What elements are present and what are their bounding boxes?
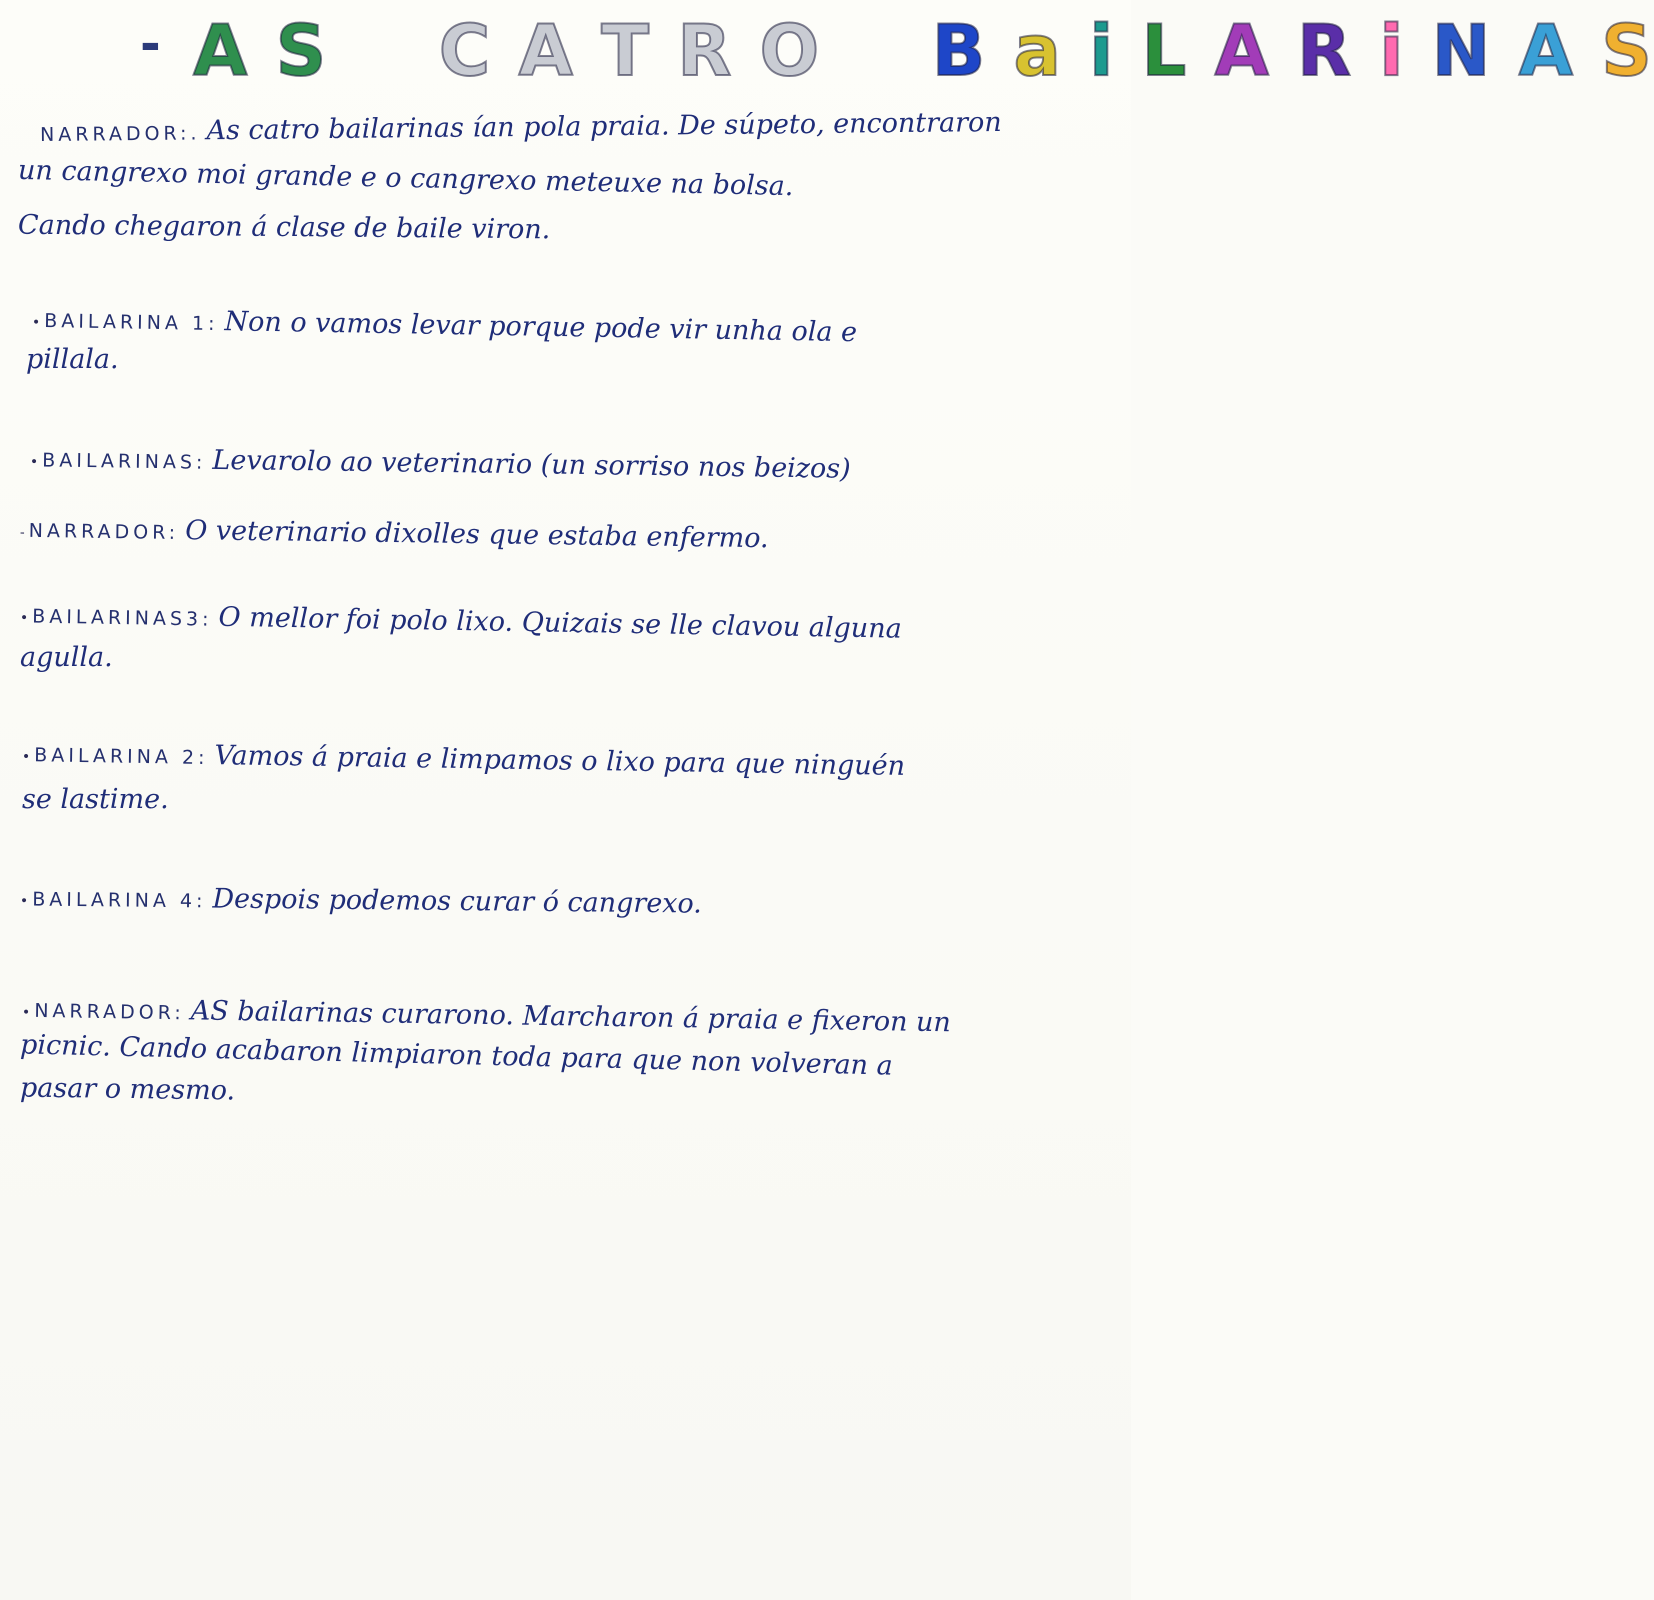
script-line bbox=[22, 993, 951, 1039]
title-letter: R bbox=[1297, 10, 1354, 92]
title-letter: A bbox=[518, 10, 575, 92]
line-text: un cangrexo moi grande e o cangrexo meteuxe na bolsa. bbox=[17, 154, 794, 203]
line-text: se lastime. bbox=[22, 784, 169, 815]
title-letter: N bbox=[1431, 10, 1493, 92]
line-text: agulla. bbox=[20, 642, 113, 673]
speaker-label: NARRADOR:. bbox=[39, 122, 201, 147]
speaker-label: BAILARINA 4: bbox=[32, 888, 207, 913]
line-text: O mellor foi polo lixo. Quizais se lle clavou alguna bbox=[218, 601, 902, 645]
speaker-label: BAILARINAS: bbox=[42, 449, 207, 474]
title-word-3 bbox=[932, 10, 1654, 92]
line-text: As catro bailarinas ían pola praia. De súpeto, encontraron bbox=[206, 106, 1002, 147]
script-line bbox=[20, 598, 902, 644]
title-letter: a bbox=[1013, 10, 1063, 92]
script-line bbox=[22, 784, 169, 815]
title-letter: C bbox=[438, 10, 493, 92]
script-line bbox=[18, 210, 551, 246]
script-line bbox=[40, 107, 1002, 148]
title-letter: S bbox=[1601, 10, 1654, 92]
speaker-label: NARRADOR: bbox=[28, 519, 180, 544]
line-text: pillala. bbox=[26, 344, 119, 375]
script-line bbox=[32, 303, 858, 348]
line-text: Non o vamos levar porque pode vir unha ola e bbox=[224, 306, 858, 349]
line-text: Levarolo ao veterinario (un sorriso nos beizos) bbox=[212, 444, 851, 485]
bullet-dot: - bbox=[19, 524, 25, 541]
bullet-dot: • bbox=[31, 314, 41, 331]
script-line bbox=[26, 344, 119, 375]
speaker-label: BAILARINA 2: bbox=[34, 744, 209, 769]
line-text: Cando chegaron á clase de baile viron. bbox=[17, 209, 551, 246]
title-letter: A bbox=[1518, 10, 1575, 92]
line-text: picnic. Cando acabaron limpiaron toda para que non volveran a bbox=[19, 1029, 894, 1082]
title-letter: i bbox=[1379, 10, 1406, 92]
speaker-label: NARRADOR: bbox=[34, 999, 185, 1025]
title-word-2 bbox=[439, 10, 848, 92]
title-letter: O bbox=[759, 10, 822, 92]
title-letter: A bbox=[193, 10, 250, 92]
line-text: O veterinario dixolles que estaba enfermo. bbox=[184, 515, 769, 555]
script-line bbox=[30, 442, 851, 484]
title-letter: R bbox=[677, 10, 734, 92]
line-text: AS bailarinas curarono. Marcharon á praia e fixeron un bbox=[190, 995, 952, 1039]
title-dash: - bbox=[140, 15, 163, 73]
bullet-dot: • bbox=[19, 893, 29, 910]
bullet-dot: • bbox=[21, 749, 31, 766]
title-word-1 bbox=[193, 10, 354, 92]
title-letter: S bbox=[275, 10, 329, 92]
title-letter: L bbox=[1141, 10, 1189, 92]
line-text: pasar o mesmo. bbox=[19, 1072, 236, 1107]
speaker-label: BAILARINA 1: bbox=[44, 310, 219, 336]
line-text: Vamos á praia e limpamos o lixo para que ninguén bbox=[214, 740, 906, 782]
script-line bbox=[20, 642, 113, 673]
script-line bbox=[20, 513, 769, 554]
page-title bbox=[140, 4, 1654, 92]
line-text: Despois podemos curar ó cangrexo. bbox=[212, 883, 703, 920]
script-line bbox=[22, 737, 905, 782]
speaker-label: BAILARINAS3: bbox=[32, 605, 213, 631]
bullet-dot: • bbox=[19, 610, 29, 627]
title-letter: T bbox=[601, 10, 651, 92]
script-line bbox=[18, 155, 794, 202]
bullet-dot: • bbox=[29, 454, 39, 471]
bullet-dot: • bbox=[21, 1004, 31, 1021]
title-letter: B bbox=[931, 10, 988, 92]
title-letter: A bbox=[1214, 10, 1271, 92]
script-line bbox=[20, 881, 702, 919]
script-line bbox=[20, 1073, 235, 1107]
title-letter: i bbox=[1089, 10, 1116, 92]
